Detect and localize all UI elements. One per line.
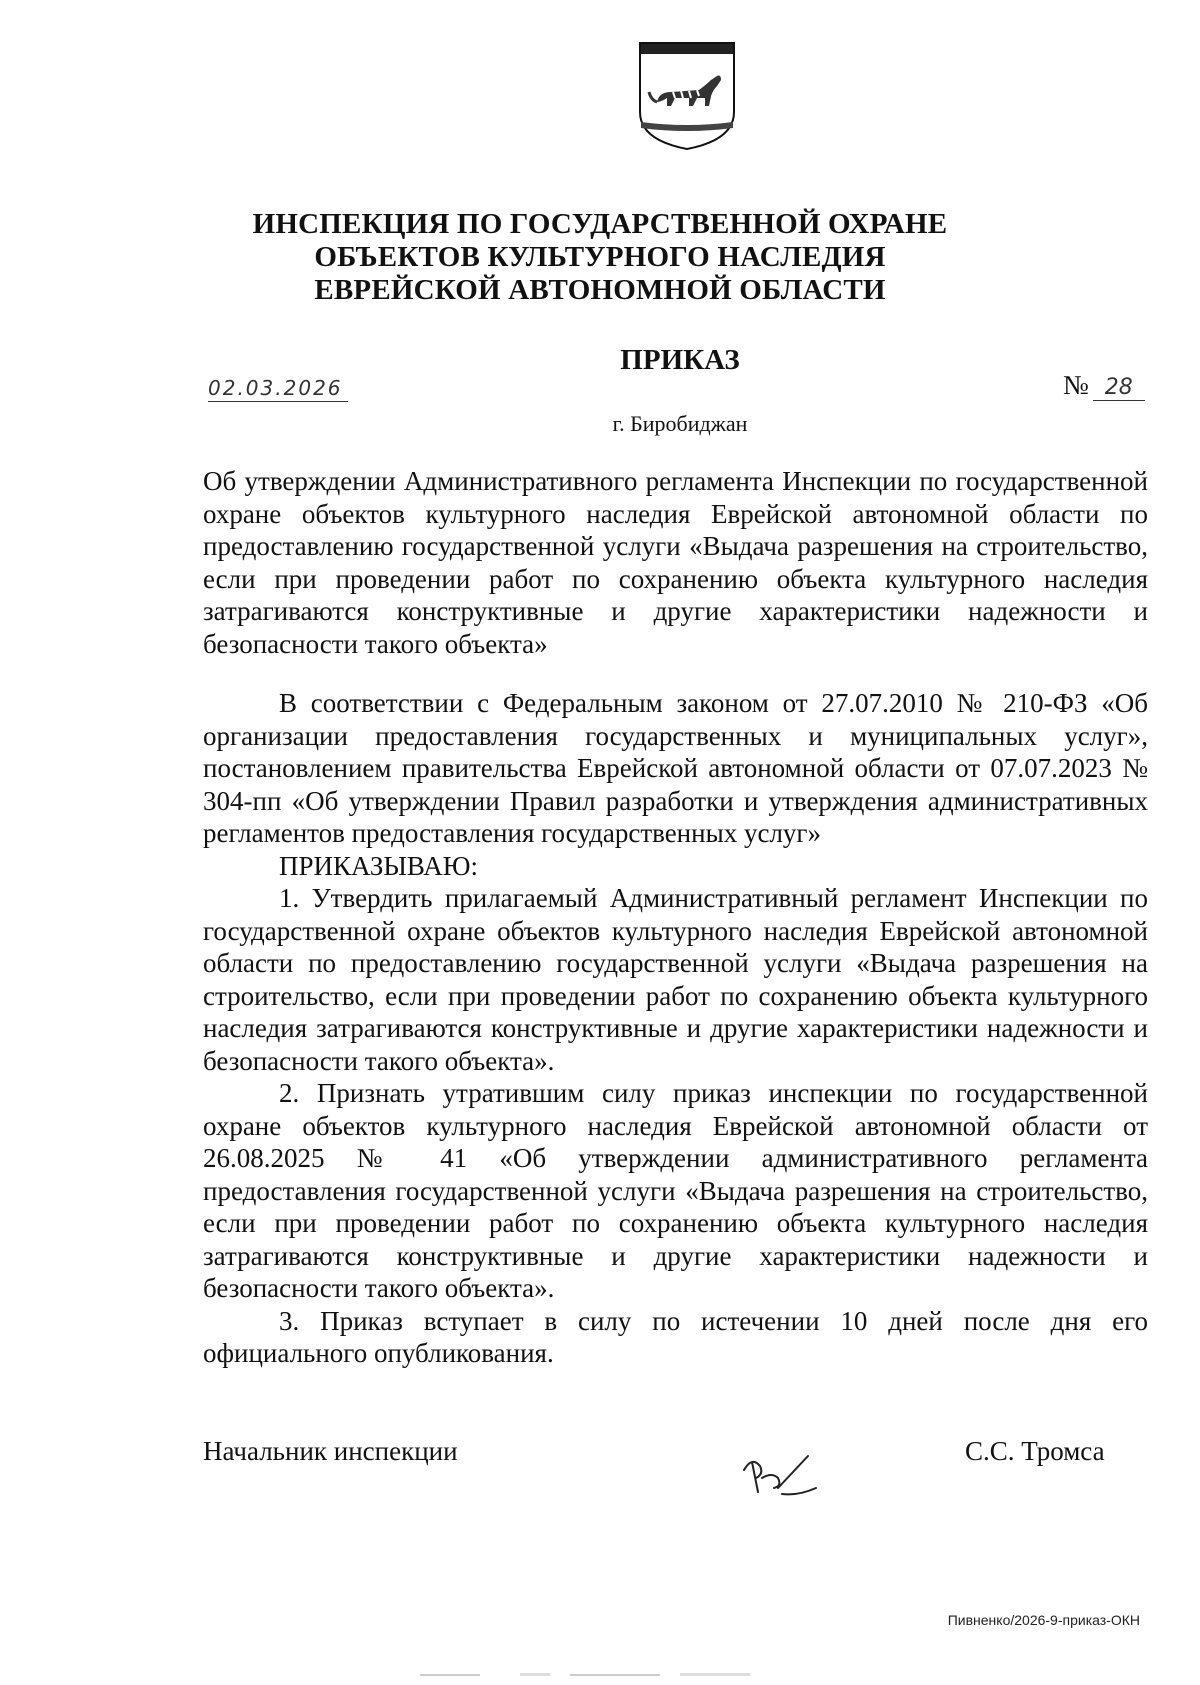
order-word: ПРИКАЗЫВАЮ:	[279, 850, 478, 881]
organization-line: ЕВРЕЙСКОЙ АВТОНОМНОЙ ОБЛАСТИ	[314, 274, 886, 306]
scan-artifact	[380, 1672, 860, 1678]
organization-line: ОБЪЕКТОВ КУЛЬТУРНОГО НАСЛЕДИЯ	[314, 241, 886, 273]
handwritten-number: 28	[1093, 375, 1145, 401]
coat-of-arms-icon	[637, 40, 737, 152]
order-item: 2. Признать утратившим силу приказ инспекции по государственной охране объектов культурного наследия Еврейской автономной области от 26.08.2025 № 41 «Об утверждении административного регламента предоставления государственной услуги «Выдача разрешения на строительство, если при проведении работ по сохранению объекта культурного наследия затрагиваются конструктивные и другие характеристики надежности и безопасности такого объекта».	[203, 1078, 1148, 1303]
signatory-name: С.С. Тромса	[965, 1436, 1105, 1466]
number-label: №	[1063, 370, 1089, 400]
signatory-title: Начальник инспекции	[203, 1436, 458, 1466]
handwritten-date: 02.03.2026	[208, 376, 348, 402]
document-subject: Об утверждении Административного регламента Инспекции по государственной охране объектов культурного наследия Еврейской автономной области по предоставлению государственной услуги «Выдача разрешения на строительство, если при проведении работ по сохранению объекта культурного наследия затрагиваются конструктивные и другие характеристики надежности и безопасности такого объекта»	[203, 466, 1148, 659]
executor-reference: Пивненко/2026-9-приказ-ОКН	[947, 1612, 1140, 1628]
organization-line: ИНСПЕКЦИЯ ПО ГОСУДАРСТВЕННОЙ ОХРАНЕ	[252, 208, 948, 240]
document-body	[203, 687, 1148, 1370]
order-item: 1. Утвердить прилагаемый Административный регламент Инспекции по государственной охране объектов культурного наследия Еврейской автономной области по предоставлению государственной услуги «Выдача разрешения на строительство, если при проведении работ по сохранению объекта культурного наследия затрагиваются конструктивные и другие характеристики надежности и безопасности такого объекта».	[203, 883, 1148, 1076]
organization-name	[200, 208, 1000, 307]
document-number	[1063, 370, 1145, 401]
city: г. Биробиджан	[612, 411, 748, 436]
order-item: 3. Приказ вступает в силу по истечении 10 дней после дня его официального опубликования.	[203, 1305, 1148, 1368]
handwritten-signature-icon	[738, 1448, 822, 1510]
document-type: ПРИКАЗ	[620, 344, 740, 376]
preamble-paragraph: В соответствии с Федеральным законом от 27.07.2010 № 210-ФЗ «Об организации предоставления государственных и муниципальных услуг», постановлением правительства Еврейской автономной области от 07.07.2023 № 304-пп «Об утверждении Правил разработки и утверждения административных регламентов предоставления государственных услуг»	[203, 688, 1148, 848]
